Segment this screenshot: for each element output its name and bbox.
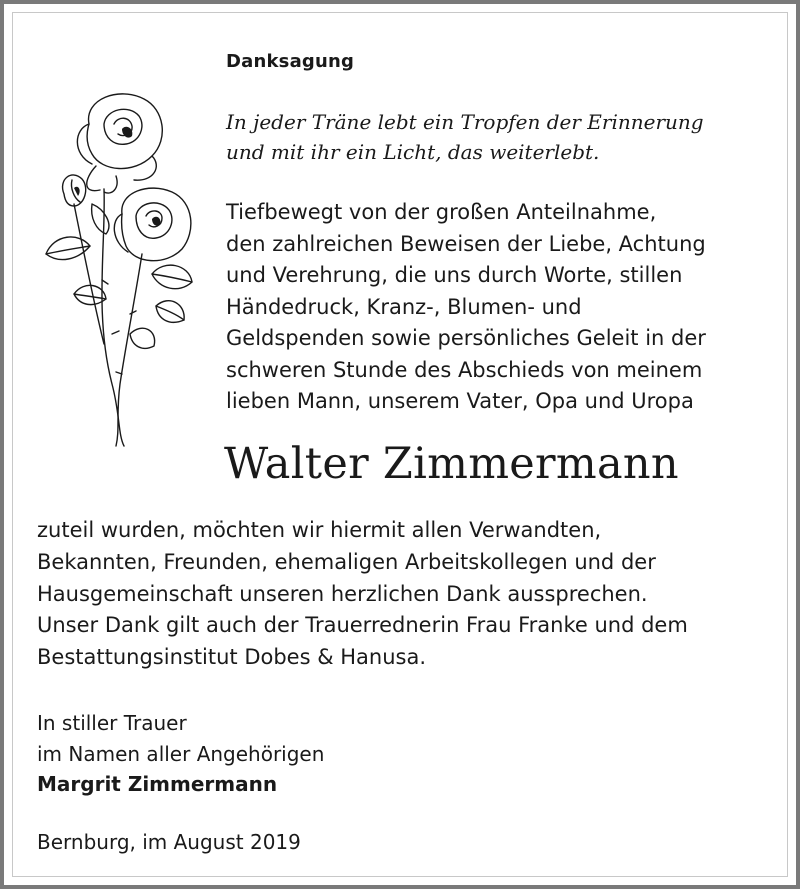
closing-line: im Namen aller Angehörigen: [37, 741, 325, 766]
quote-line: und mit ihr ein Licht, das weiterlebt.: [226, 140, 600, 164]
rose-illustration-icon: [34, 84, 214, 454]
body-line: zuteil wurden, möchten wir hiermit allen Verwandten,: [37, 518, 602, 542]
intro-line: den zahlreichen Beweisen der Liebe, Achtung: [226, 231, 706, 256]
intro-line: Händedruck, Kranz-, Blumen- und: [226, 294, 582, 319]
signer-name: Margrit Zimmermann: [37, 772, 278, 796]
intro-line: Geldspenden sowie persönliches Geleit in der: [226, 326, 706, 350]
intro-line: schweren Stunde des Abschieds von meinem: [226, 357, 703, 382]
intro-line: und Verehrung, die uns durch Worte, stillen: [226, 263, 683, 287]
place-date: Bernburg, im August 2019: [37, 830, 301, 854]
closing-block: [37, 708, 537, 800]
heading-danksagung: Danksagung: [226, 51, 355, 72]
closing-line: In stiller Trauer: [37, 711, 187, 735]
intro-paragraph: [226, 197, 786, 418]
thanks-paragraph: [37, 515, 777, 674]
memorial-quote: [226, 107, 786, 167]
deceased-name: Walter Zimmermann: [224, 439, 679, 489]
body-line: Unser Dank gilt auch der Trauerrednerin Frau Franke und dem: [37, 613, 688, 638]
intro-line: Tiefbewegt von der großen Anteilnahme,: [226, 200, 657, 224]
intro-line: lieben Mann, unserem Vater, Opa und Uropa: [226, 389, 694, 413]
body-line: Bekannten, Freunden, ehemaligen Arbeitskollegen und der: [37, 549, 656, 574]
body-line: Hausgemeinschaft unseren herzlichen Dank aussprechen.: [37, 581, 648, 606]
quote-line: In jeder Träne lebt ein Tropfen der Erinnerung: [226, 110, 704, 134]
body-line: Bestattungsinstitut Dobes & Hanusa.: [37, 645, 427, 670]
